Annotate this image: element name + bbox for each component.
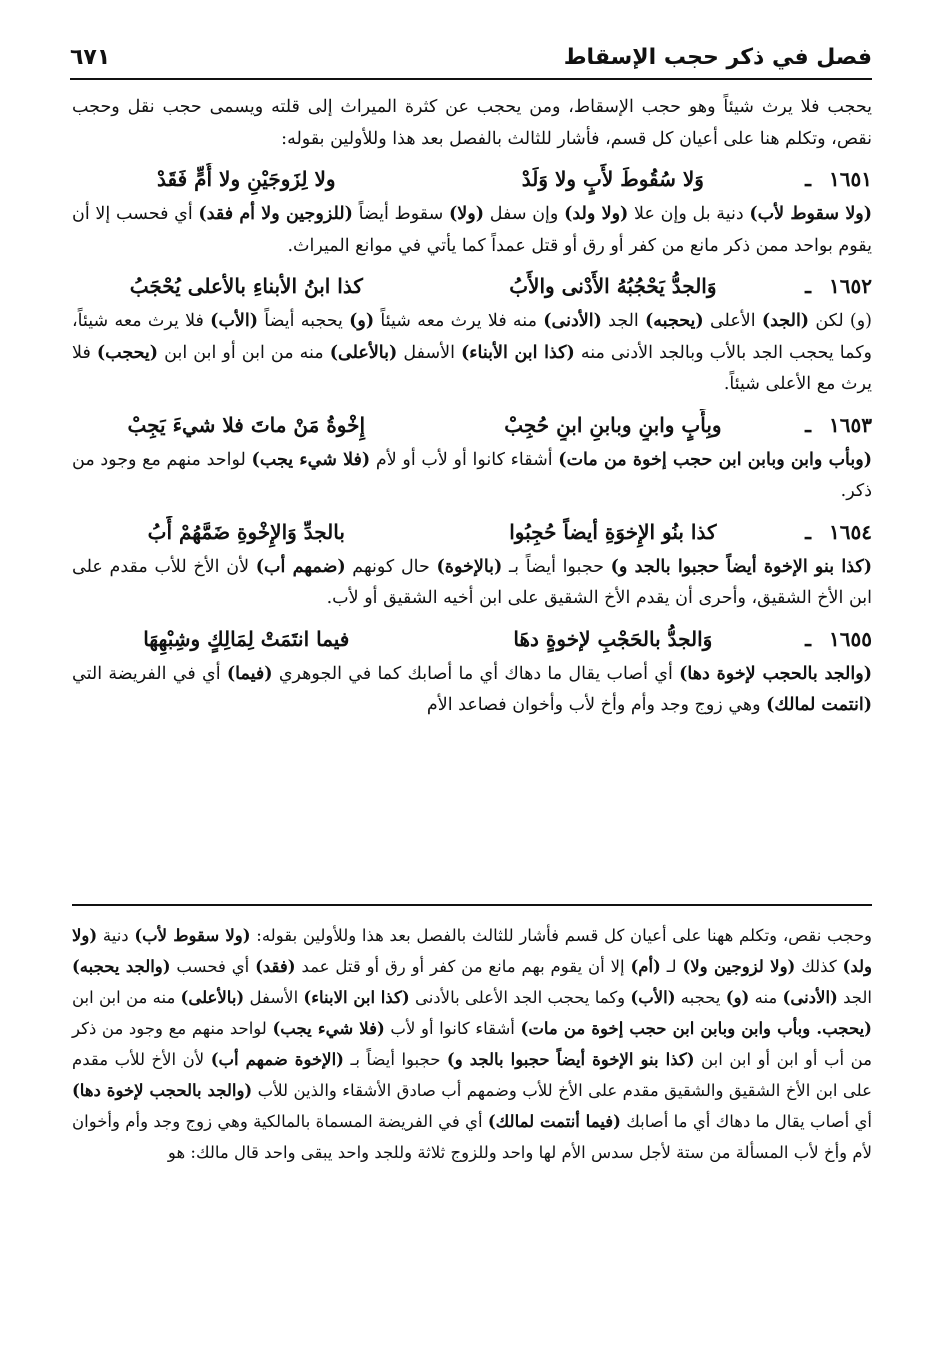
verse-hemistich-second: إِخْوةُ مَنْ ماتَ فلا شيءَ يَجِبْ (127, 412, 366, 437)
main-text (72, 92, 872, 722)
verse-hemistich-first: كذا بنُو الإِخوَةِ أيضاً حُجِبُوا (509, 519, 717, 544)
commentary-1653: (وبأب وابن وبابن ابن حجب إخوة من مات) أشقاء كانوا أو لأب أو لأم (فلا شيء يجب) لواحد منهم مع وجود من ذكر. (72, 449, 872, 501)
verse-1651 (72, 163, 872, 195)
verse-number: ١٦٥٢ (829, 274, 872, 298)
verse-1652 (72, 270, 872, 302)
running-title: فصل في ذكر حجب الإسقاط (563, 45, 872, 70)
footnote-commentary (72, 920, 872, 1168)
footnote-separator (72, 904, 872, 906)
verse-hemistich-second: ولا لِزَوجَيْنِ ولا أُمٍّ فَقَدْ (157, 167, 336, 191)
verse-dash: ـ (805, 167, 812, 191)
verse-number: ١٦٥٤ (829, 519, 872, 544)
verse-number: ١٦٥٥ (829, 626, 872, 651)
verse-dash: ـ (805, 519, 812, 544)
header-rule (70, 78, 872, 80)
commentary-1654: (كذا بنو الإخوة أيضاً حجبوا بالجد و) حجبوا أيضاً بـ (بالإخوة) حال كونهم (ضمهم أب) لأن الأخ للأب مقدم على ابن الأخ الشقيق، وأحرى أن يقدم الأخ الشقيق على ابن أخيه الشقيق أو لأب. (72, 556, 873, 608)
commentary-1655: (والجد بالحجب لإخوة دها) أي أصاب يقال ما دهاك أي ما أصابك كما في الجوهري (فيما) أي في الفريضة التي (انتمت لمالك) وهي زوج وجد وأم وأخ لأب وأخوان فصاعد الأم (72, 663, 872, 715)
verse-number: ١٦٥٣ (829, 412, 872, 437)
commentary-1651: (ولا سقوط لأب) دنية بل وإن علا (ولا ولد) وإن سفل (ولا) سقوط أيضاً (للزوجين ولا أم فقد) أي فحسب إلا أن يقوم بواحد ممن ذكر مانع من كفر أو رق أو قتل عمداً كما يأتي في موانع الميراث. (72, 204, 873, 256)
verse-hemistich-second: كذا ابنُ الأبناءِ بالأعلى يُحْجَبُ (129, 274, 363, 298)
footnote-paragraph: وحجب نقص، وتكلم ههنا على أعيان كل قسم فأشار للثالث بالفصل بعد هذا وللأولين بقوله: (ولا سقوط لأب) دنية (ولا ولد) كذلك (ولا لزوجين ولا) لـ (أم) إلا أن يقوم بهم مانع من كفر أو رق أو قتل عمد (فقد) أي فحسب (والجد يحجبه) الجد (الأدنى) منه (و) يحجبه (الأب) وكما يحجب الجد الأعلى بالأدنى (كذا ابن الابناء) الأسفل (بالأعلى) منه من ابن ابن (يحجب. وبأب وابن وبابن ابن حجب إخوة من مات) أشقاء كانوا أو لأب (فلا شيء يجب) لواحد منهم مع وجود من ذكر من أب أو ابن أو ابن ابن (كذا بنو الإخوة أيضاً حجبوا بالجد و) حجبوا أيضاً بـ (الإخوة ضمهم أب) لأن الأخ للأب مقدم على ابن الأخ الشقيق والشقيق مقدم على الأخ للأب وضمهم أب صادق الأشقاء والذين للأب (والجد بالحجب لإخوة دها) أي أصاب يقال ما دهاك أي ما أصابك (فيما أنتمت لمالك) أي في الفريضة المسماة بالمالكية وهي زوج وجد وأم وأخوان لأم وأخ لأب المسألة من ستة لأجل سدس الأم لها واحد وللزوج ثلاثة وللجد واحد يبقى واحد قال مالك: هو (72, 926, 873, 1162)
intro-paragraph: يحجب فلا يرث شيئاً وهو حجب الإسقاط، ومن يحجب عن كثرة الميراث إلى قلته ويسمى حجب نقل وحجب نقص، وتكلم هنا على أعيان كل قسم، فأشار للثالث بالفصل بعد هذا وللأولين بقوله: (72, 97, 872, 149)
verse-number: ١٦٥١ (829, 167, 872, 191)
verse-dash: ـ (805, 274, 812, 298)
commentary-1652: (و) لكن (الجد) الأعلى (يحجبه) الجد (الأدنى) منه فلا يرث معه شيئاً (و) يحجبه أيضاً (الأب) فلا يرث معه شيئاً، وكما يحجب الجد بالأب وبالجد الأدنى منه (كذا ابن الأبناء) الأسفل (بالأعلى) منه من ابن أو ابن ابن (يحجب) فلا يرث مع الأعلى شيئاً. (72, 311, 872, 394)
verse-hemistich-first: وَلا سُقُوطَ لأَبٍ ولا وَلَدْ (521, 167, 704, 191)
verse-dash: ـ (805, 412, 812, 437)
verse-1655 (72, 623, 872, 655)
verse-hemistich-first: وَالجدُّ يَحْجُبُهُ الأَدْنى والأَبُ (509, 274, 717, 298)
verse-hemistich-first: وَالجدُّ بالحَجْبِ لإخوةٍ دهَا (513, 626, 713, 651)
verse-hemistich-second: فيما انتَمَتْ لِمَالِكٍ وشِبْهِهَا (143, 626, 350, 651)
page-header (70, 34, 872, 70)
verse-1654 (72, 516, 872, 548)
verse-hemistich-second: بالجدِّ وَالإِخْوةِ ضَمَّهُمْ أَبُ (147, 519, 345, 544)
page-number: ٦٧١ (70, 45, 111, 70)
verse-hemistich-first: وبِأَبٍ وابنٍ وبابنِ ابنٍ حُجِبْ (504, 412, 722, 437)
verse-1653 (72, 409, 872, 441)
verse-dash: ـ (805, 626, 812, 651)
